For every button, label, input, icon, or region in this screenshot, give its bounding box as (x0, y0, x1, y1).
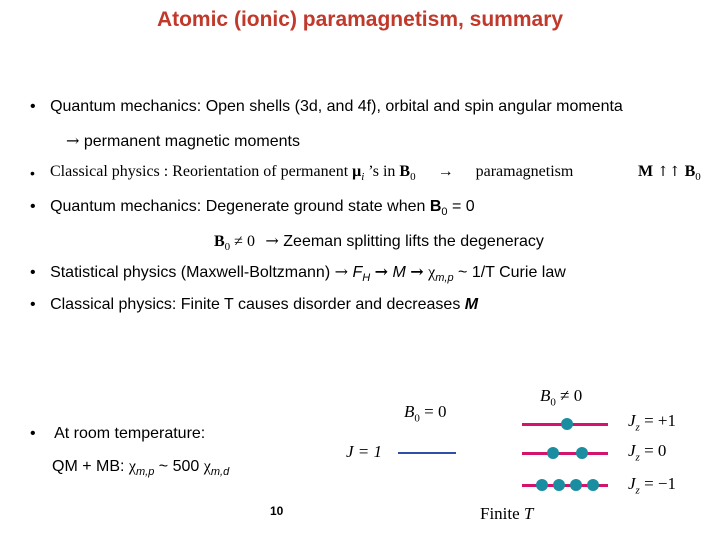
b0-subscript: 0 (695, 171, 701, 184)
b0-subscript: 0 (410, 171, 416, 184)
b0-symbol: B (214, 233, 225, 250)
bullet-3-text: Quantum mechanics: Degenerate ground state when (50, 198, 430, 215)
bullet-marker: • (30, 296, 36, 313)
mu-symbol: μ (352, 163, 362, 180)
population-dot (561, 418, 573, 430)
jz-value: = 0 (639, 441, 667, 460)
bullet-3-sub-text: Zeeman splitting lifts the degeneracy (283, 233, 544, 250)
bullet-marker: • (30, 198, 36, 215)
b0-subscript: 0 (550, 396, 556, 409)
m-parallel-b0 (638, 163, 701, 183)
bullet-marker: • (30, 98, 36, 115)
arrow-symbol: → (437, 163, 454, 180)
bullet-6-sub (52, 458, 229, 478)
population-dot (570, 479, 582, 491)
z-subscript: z (635, 421, 640, 434)
b0-subscript: 0 (414, 412, 420, 425)
chi-symbol: χ (203, 458, 211, 475)
chi-subscript: m,d (210, 466, 230, 479)
right-arrow-icon: → (374, 262, 389, 281)
chi-symbol: χ (128, 458, 137, 475)
bullet-3-sub (214, 231, 544, 253)
b0-symbol: B (429, 198, 442, 215)
population-dot (536, 479, 548, 491)
bullet-4 (30, 262, 566, 284)
label-jz-plus1 (628, 411, 676, 433)
z-subscript: z (635, 451, 640, 464)
m-symbol: M (464, 296, 479, 313)
bullet-2-text (50, 163, 573, 183)
bullet-3 (30, 198, 475, 218)
b0-subscript: 0 (224, 241, 231, 254)
b0-symbol: B (684, 163, 696, 180)
label-finite-t (480, 504, 533, 524)
bullet-5 (30, 296, 478, 314)
label-j1: J = 1 (346, 442, 383, 461)
bullet-2 (30, 165, 35, 183)
m-symbol: M (392, 264, 406, 281)
right-arrow-icon: → (265, 231, 279, 250)
classical-reorientation-text: Classical physics : Reorientation of permanent (50, 163, 353, 180)
population-dot (576, 447, 588, 459)
jz-value: = +1 (639, 411, 677, 430)
chi-subscript: m,p (435, 272, 454, 285)
equals-zero: = 0 (419, 402, 447, 421)
bullet-marker: • (30, 425, 36, 442)
bullet-6 (30, 425, 205, 443)
bullet-6-text: At room temperature: (54, 425, 206, 442)
population-dot (547, 447, 559, 459)
chi-symbol: χ (428, 264, 436, 281)
j-symbol: J (628, 441, 636, 460)
z-subscript: z (635, 484, 640, 497)
b0-symbol: B (404, 402, 415, 421)
zero-field-level (398, 452, 456, 454)
not-equal-zero: ≠ 0 (555, 386, 583, 405)
bullet-1 (30, 98, 623, 116)
label-b0-nonzero (540, 386, 582, 408)
chi-subscript: m,p (136, 466, 155, 479)
bullet-5-text: Classical physics: Finite T causes disorder and decreases (50, 296, 465, 313)
jz-value: = −1 (639, 474, 677, 493)
bullet-marker: • (30, 264, 36, 281)
equals-zero: = 0 (447, 198, 475, 215)
mu-subscript: i (361, 171, 365, 184)
j-symbol: J (628, 411, 636, 430)
j-symbol: J (628, 474, 636, 493)
label-jz-0 (628, 441, 666, 463)
m-symbol: M (638, 163, 654, 180)
in-text: ’s in (364, 163, 400, 180)
bullet-1-sub (66, 131, 300, 151)
curie-law-text: ~ 1/T Curie law (453, 264, 566, 281)
f-subscript: H (362, 272, 371, 285)
t-symbol: T (523, 504, 534, 523)
page-number: 10 (270, 504, 284, 518)
population-dot (553, 479, 565, 491)
not-equal-zero: ≠ 0 (230, 233, 255, 250)
b0-symbol: B (540, 386, 551, 405)
b0-symbol: B (399, 163, 411, 180)
paramagnetism-text: paramagnetism (475, 163, 574, 180)
f-symbol: F (352, 264, 363, 281)
ratio-text: ~ 500 (154, 458, 204, 475)
right-arrow-icon: → (410, 262, 424, 281)
parallel-arrows-icon: ↑↑ (657, 164, 681, 180)
bullet-1-sub-text: permanent magnetic moments (83, 133, 300, 150)
level-jz-0 (522, 452, 608, 455)
finite-text: Finite (480, 504, 524, 523)
right-arrow-icon: → (334, 262, 348, 281)
right-arrow-icon: → (66, 131, 80, 150)
label-b0-zero (404, 402, 446, 424)
page-title: Atomic (ionic) paramagnetism, summary (156, 8, 564, 31)
b0-subscript: 0 (441, 206, 448, 219)
qm-mb-text: QM + MB: (52, 458, 129, 475)
bullet-4-text: Statistical physics (Maxwell-Boltzmann) (50, 264, 335, 281)
population-dot (587, 479, 599, 491)
label-jz-minus1 (628, 474, 676, 496)
bullet-1-text: Quantum mechanics: Open shells (3d, and 4f), orbital and spin angular momenta (50, 98, 623, 115)
bullet-marker: • (30, 165, 35, 181)
